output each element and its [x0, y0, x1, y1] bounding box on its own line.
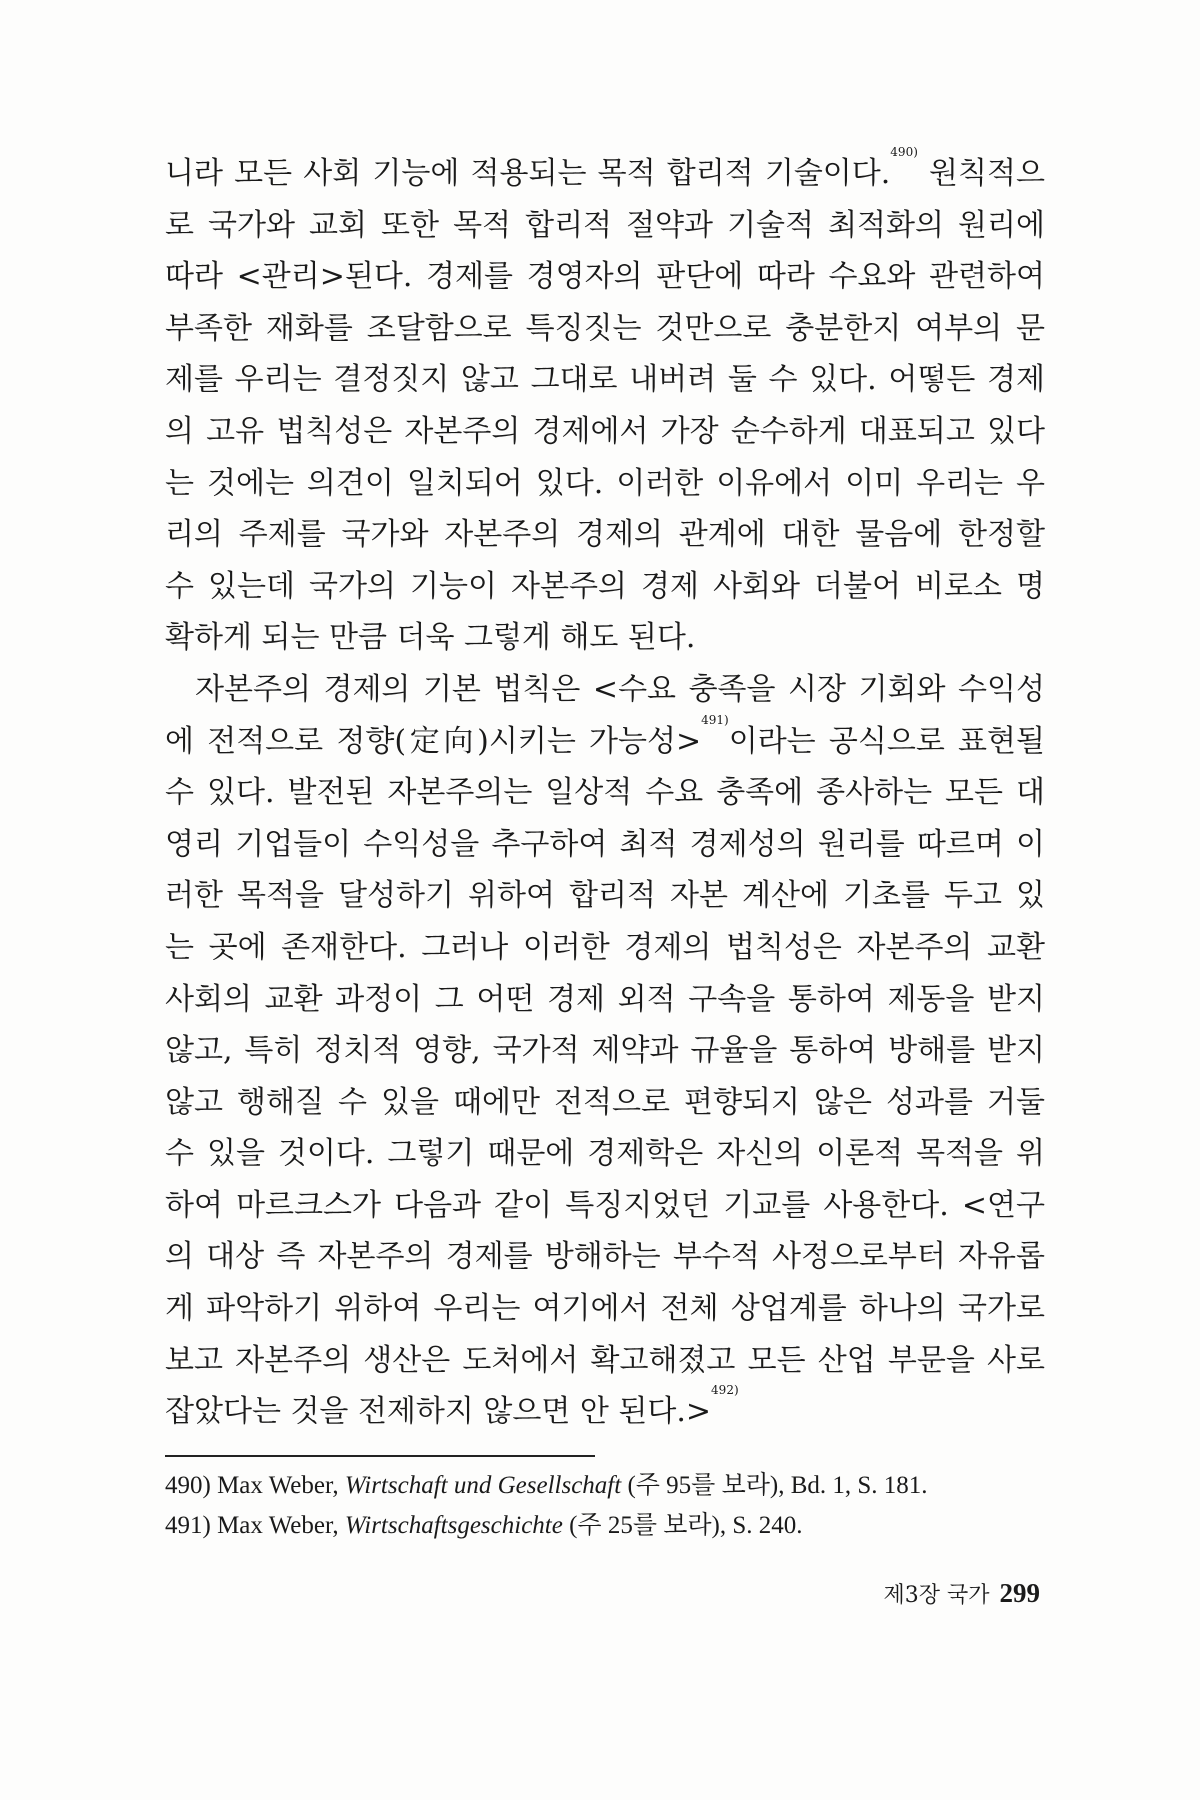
text-line: 않고, 특히 정치적 영향, 국가적 제약과 규율을 통하여 방해를 받지	[165, 1033, 1045, 1069]
text-line: 로 국가와 교회 또한 목적 합리적 절약과 기술적 최적화의 원리에	[165, 207, 1045, 243]
text-line: 리의 주제를 국가와 자본주의 경제의 관계에 대한 물음에 한정할	[165, 517, 1045, 553]
footnote-reference: 490)	[890, 145, 918, 159]
footnote-number: 490)	[165, 1472, 211, 1499]
text-line: 확하게 되는 만큼 더욱 그렇게 해도 된다.	[165, 620, 696, 656]
text-line: 게 파악하기 위하여 우리는 여기에서 전체 상업계를 하나의 국가로	[165, 1291, 1045, 1327]
footnote-divider	[165, 1455, 595, 1457]
work-title: Wirtschaftsgeschichte	[344, 1512, 563, 1539]
text-line: 하여 마르크스가 다음과 같이 특징지었던 기교를 사용한다. <연구	[165, 1187, 1045, 1223]
page-number: 299	[999, 1578, 1040, 1608]
text-line: 의 고유 법칙성은 자본주의 경제에서 가장 순수하게 대표되고 있다	[165, 413, 1045, 449]
text-line: 는 것에는 의견이 일치되어 있다. 이러한 이유에서 이미 우리는 우	[165, 465, 1045, 501]
work-title: Wirtschaft und Gesellschaft	[344, 1472, 622, 1499]
footnote-490: 490) Max Weber, Wirtschaft und Gesellschaft (주 95를 보라), Bd. 1, S. 181.	[165, 1472, 928, 1499]
text-line: 보고 자본주의 생산은 도처에서 확고해졌고 모든 산업 부문을 사로	[165, 1342, 1045, 1378]
footnote-number: 491)	[165, 1512, 211, 1539]
text-line: 러한 목적을 달성하기 위하여 합리적 자본 계산에 기초를 두고 있	[165, 878, 1045, 914]
text-line: 의 대상 즉 자본주의 경제를 방해하는 부수적 사정으로부터 자유롭	[165, 1239, 1045, 1275]
page-footer	[820, 1578, 1040, 1609]
footnote-reference: 491)	[701, 712, 729, 727]
text-line: 에 전적으로 정향(定向)시키는 가능성>$^{491)}$이라는 공식으로 표현될	[165, 712, 1045, 759]
text-line: 제를 우리는 결정짓지 않고 그대로 내버려 둘 수 있다. 어떻든 경제	[165, 362, 1045, 398]
text-line: 자본주의 경제의 기본 법칙은 <수요 충족을 시장 기회와 수익성	[195, 671, 1045, 707]
text-line: 사회의 교환 과정이 그 어떤 경제 외적 구속을 통하여 제동을 받지	[165, 981, 1045, 1017]
chapter-title: 제3장 국가	[883, 1583, 990, 1608]
text-line: 수 있는데 국가의 기능이 자본주의 경제 사회와 더불어 비로소 명	[165, 568, 1045, 604]
text-line: 따라 <관리>된다. 경제를 경영자의 판단에 따라 수요와 관련하여	[165, 259, 1045, 295]
text-line: 니라 모든 사회 기능에 적용되는 목적 합리적 기술이다.$^{490)}$ 원칙적으	[165, 145, 1045, 191]
text-line: 잡았다는 것을 전제하지 않으면 안 된다.>$^{492)}$	[165, 1383, 739, 1430]
text-line: 영리 기업들이 수익성을 추구하여 최적 경제성의 원리를 따르며 이	[165, 826, 1045, 862]
footnotes	[165, 1466, 1065, 1546]
body-text	[165, 145, 1045, 1438]
text-line: 부족한 재화를 조달함으로 특징짓는 것만으로 충분한지 여부의 문	[165, 310, 1045, 346]
text-line: 는 곳에 존재한다. 그러나 이러한 경제의 법칙성은 자본주의 교환	[165, 929, 1045, 965]
text-line: 않고 행해질 수 있을 때에만 전적으로 편향되지 않은 성과를 거둘	[165, 1084, 1045, 1120]
text-line: 수 있다. 발전된 자본주의는 일상적 수요 충족에 종사하는 모든 대	[165, 775, 1045, 811]
footnote-491: 491) Max Weber, Wirtschaftsgeschichte (주 25를 보라), S. 240.	[165, 1512, 803, 1539]
text-line: 수 있을 것이다. 그렇기 때문에 경제학은 자신의 이론적 목적을 위	[165, 1136, 1045, 1172]
footnote-reference: 492)	[711, 1383, 739, 1398]
